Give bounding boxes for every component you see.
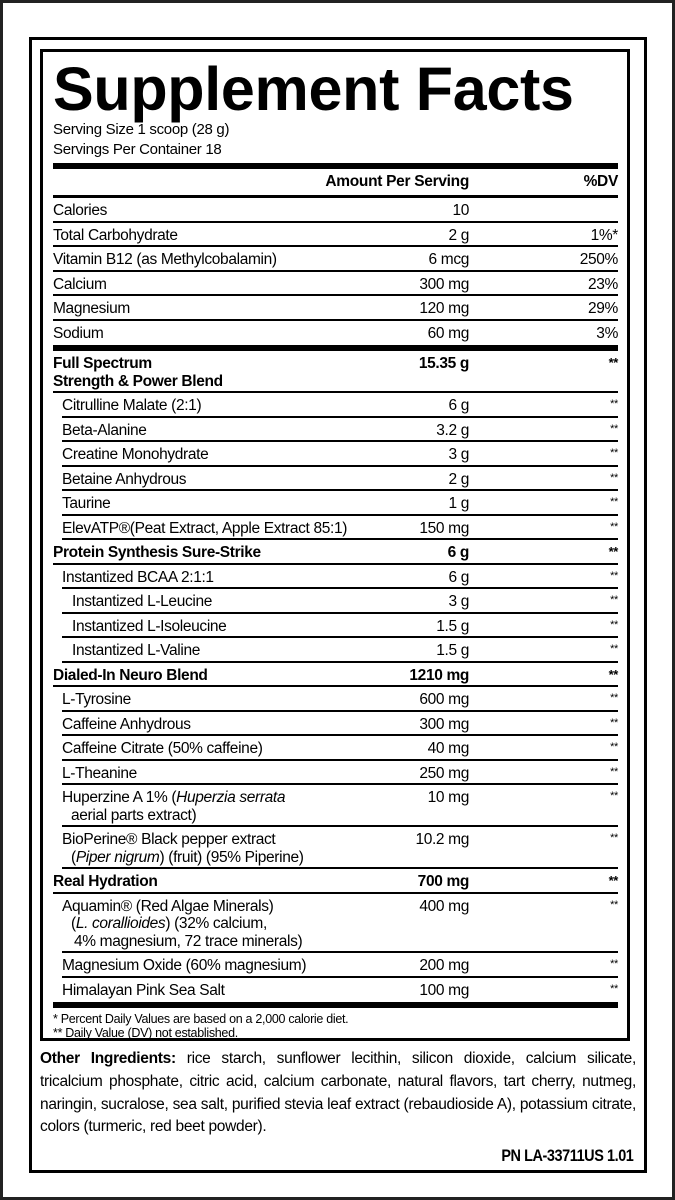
- footnote: * Percent Daily Values are based on a 2,000 calorie diet.: [53, 1012, 349, 1026]
- table-row: [53, 491, 618, 516]
- name-text: Protein Synthesis Sure-Strike: [53, 544, 261, 561]
- table-row: [53, 247, 618, 272]
- name-line: [62, 789, 349, 807]
- table-row: [53, 467, 618, 492]
- name-text: Calcium: [53, 275, 107, 293]
- amount: 10.2 mg: [415, 831, 469, 848]
- name-line: [62, 831, 349, 849]
- ingredient-name: [53, 227, 349, 245]
- ingredient-name: [53, 520, 349, 538]
- ingredient-name: [53, 667, 349, 685]
- amount: 400 mg: [419, 897, 469, 915]
- daily-value: **: [610, 643, 618, 655]
- name-text: Total Carbohydrate: [53, 226, 178, 244]
- amount: 1 g: [448, 495, 469, 512]
- amount: 150 mg: [419, 519, 469, 537]
- amount: 6 g: [448, 397, 469, 414]
- daily-value: **: [610, 447, 618, 459]
- name-line: [53, 355, 349, 373]
- amount: 10: [452, 202, 469, 219]
- amount: 700 mg: [417, 873, 469, 890]
- amount: 1210 mg: [409, 666, 469, 684]
- ingredient-name: [53, 831, 349, 866]
- part-number: PN LA-33711US 1.01: [500, 1146, 633, 1165]
- table-row: [53, 589, 618, 614]
- daily-value: **: [610, 569, 618, 582]
- panel-title: Supplement Facts: [53, 55, 574, 123]
- daily-value: **: [610, 958, 618, 970]
- name-text: Caffeine Anhydrous: [62, 715, 191, 733]
- name-line: [62, 691, 349, 709]
- amount: 2 g: [448, 470, 469, 488]
- name-text: Instantized L-Isoleucine: [72, 617, 227, 635]
- daily-value: 29%: [588, 300, 618, 317]
- footnote: ** Daily Value (DV) not established.: [53, 1025, 238, 1040]
- name-line: [62, 422, 349, 440]
- name-text: Himalayan Pink Sea Salt: [62, 981, 225, 999]
- daily-value: 250%: [579, 251, 618, 268]
- table-row: [53, 321, 618, 346]
- ingredient-name: [53, 765, 349, 783]
- ingredient-name: [53, 325, 349, 343]
- daily-value: **: [610, 741, 618, 753]
- table-row: [53, 953, 618, 978]
- name-text: (: [71, 848, 76, 866]
- daily-value: **: [610, 520, 618, 533]
- supplement-facts-panel: [40, 49, 630, 1041]
- daily-value: **: [610, 471, 618, 484]
- daily-value: **: [610, 982, 618, 995]
- name-line: [62, 765, 349, 783]
- daily-value: **: [610, 618, 618, 631]
- daily-value: **: [610, 765, 618, 778]
- daily-value: **: [610, 422, 618, 435]
- name-text: Magnesium Oxide (60% magnesium): [62, 957, 307, 974]
- ingredient-name: [53, 789, 349, 824]
- other-ingredients-label: Other Ingredients:: [40, 1050, 176, 1067]
- amount: 15.35 g: [418, 355, 469, 372]
- name-line: [62, 569, 349, 587]
- name-line: [53, 276, 349, 294]
- name-text: aerial parts extract): [71, 806, 197, 824]
- ingredient-name: [53, 300, 349, 318]
- ingredient-name: [53, 642, 349, 660]
- name-line: [62, 520, 349, 538]
- table-row: [53, 272, 618, 297]
- ingredient-name: [53, 251, 349, 269]
- name-text: Magnesium: [53, 300, 130, 317]
- table-row: [53, 761, 618, 786]
- name-text: Huperzia serrata: [176, 789, 286, 806]
- amount: 6 g: [448, 568, 469, 586]
- amount: 6 g: [447, 544, 469, 561]
- name-text: L-Tyrosine: [62, 691, 131, 708]
- name-line: [62, 957, 349, 975]
- name-line: [72, 593, 349, 611]
- name-line: [53, 544, 349, 562]
- table-row: [53, 223, 618, 248]
- ingredient-name: [53, 471, 349, 489]
- daily-value: **: [608, 873, 618, 888]
- amount: 100 mg: [419, 981, 469, 999]
- ingredient-name: [53, 982, 349, 1000]
- name-text: Betaine Anhydrous: [62, 470, 187, 488]
- amount: 3 g: [448, 593, 469, 610]
- ingredient-name: [53, 276, 349, 294]
- facts-table: [53, 198, 618, 1008]
- name-line: [62, 471, 349, 489]
- daily-value: 1%*: [590, 226, 618, 244]
- table-row: [53, 712, 618, 737]
- amount: 300 mg: [419, 715, 469, 733]
- daily-value: **: [608, 666, 618, 682]
- table-row: [53, 736, 618, 761]
- table-row: [53, 614, 618, 639]
- amount: 2 g: [448, 226, 469, 244]
- name-text: Piper nigrum: [75, 848, 160, 866]
- name-text: L. corallioides: [75, 915, 166, 932]
- amount: 600 mg: [419, 691, 469, 708]
- table-row: [53, 638, 618, 663]
- table-row: [53, 296, 618, 321]
- amount: 6 mcg: [428, 251, 469, 268]
- name-text: Huperzine A 1% (: [62, 789, 177, 806]
- name-line: [62, 849, 349, 867]
- ingredient-name: [53, 957, 349, 975]
- amount: 60 mg: [427, 324, 469, 342]
- daily-value: 3%: [596, 324, 618, 342]
- blend-row: [53, 540, 618, 565]
- name-text: Real Hydration: [53, 873, 158, 890]
- name-line: [62, 495, 349, 513]
- ingredient-name: [53, 422, 349, 440]
- ingredient-name: [53, 618, 349, 636]
- table-row: [53, 827, 618, 869]
- amount: 300 mg: [419, 275, 469, 293]
- name-line: [53, 667, 349, 685]
- daily-value: **: [610, 496, 618, 508]
- name-line: [62, 982, 349, 1000]
- name-line: [62, 915, 349, 933]
- daily-value: **: [610, 594, 618, 606]
- ingredient-name: [53, 495, 349, 513]
- name-line: [62, 397, 349, 415]
- name-line: [53, 202, 349, 220]
- ingredient-name: [53, 569, 349, 587]
- name-line: [62, 716, 349, 734]
- name-text: Calories: [53, 202, 108, 219]
- amount: 1.5 g: [436, 617, 469, 635]
- name-line: [72, 642, 349, 660]
- blend-row: [53, 663, 618, 688]
- header-amount: Amount Per Serving: [325, 173, 469, 190]
- ingredient-name: [53, 202, 349, 220]
- name-line: [53, 227, 349, 245]
- blend-row: [53, 869, 618, 894]
- name-text: (: [71, 915, 76, 932]
- ingredient-name: [53, 691, 349, 709]
- ingredient-name: [53, 397, 349, 415]
- amount: 40 mg: [427, 740, 469, 757]
- table-row: [53, 565, 618, 590]
- name-text: Caffeine Citrate (50% caffeine): [62, 740, 263, 757]
- daily-value: **: [610, 898, 618, 911]
- table-header: [53, 169, 618, 198]
- name-text: ElevATP®(Peat Extract, Apple Extract 85:1): [62, 519, 348, 537]
- table-row: [53, 785, 618, 827]
- ingredient-name: [53, 740, 349, 758]
- table-row: [53, 978, 618, 1003]
- ingredient-name: [53, 544, 349, 562]
- daily-value: **: [610, 716, 618, 729]
- table-row: [53, 894, 618, 954]
- table-row: [53, 198, 618, 223]
- daily-value: **: [608, 544, 618, 559]
- name-line: [62, 740, 349, 758]
- name-line: [53, 373, 349, 391]
- name-text: Dialed-In Neuro Blend: [53, 666, 208, 684]
- name-line: [62, 933, 349, 951]
- name-text: Instantized L-Valine: [72, 642, 200, 659]
- daily-value: **: [610, 790, 618, 802]
- name-text: Sodium: [53, 324, 104, 342]
- name-text: Aquamin® (Red Algae Minerals): [62, 897, 274, 915]
- name-line: [53, 300, 349, 318]
- ingredient-name: [53, 898, 349, 951]
- ingredient-name: [53, 446, 349, 464]
- amount: 200 mg: [419, 957, 469, 974]
- serving-size: Serving Size 1 scoop (28 g): [53, 121, 230, 138]
- name-line: [53, 873, 349, 891]
- name-text: BioPerine® Black pepper extract: [62, 831, 276, 848]
- name-text: ) (32% calcium,: [165, 915, 267, 932]
- table-row: [53, 516, 618, 541]
- name-text: 4% magnesium, 72 trace minerals): [74, 932, 303, 950]
- other-ingredients: [40, 1048, 636, 1139]
- name-text: Instantized BCAA 2:1:1: [62, 568, 214, 586]
- table-row: [53, 418, 618, 443]
- daily-value: 23%: [588, 275, 618, 293]
- name-line: [53, 325, 349, 343]
- name-text: Vitamin B12 (as Methylcobalamin): [53, 251, 277, 268]
- name-text: Instantized L-Leucine: [72, 593, 212, 610]
- name-line: [62, 898, 349, 916]
- daily-value: **: [608, 355, 618, 370]
- name-text: L-Theanine: [62, 764, 137, 782]
- name-text: Strength & Power Blend: [53, 372, 223, 390]
- name-text: Taurine: [62, 495, 111, 512]
- blend-row: [53, 351, 618, 393]
- daily-value: **: [610, 692, 618, 704]
- name-line: [72, 618, 349, 636]
- amount: 3 g: [448, 446, 469, 463]
- table-row: [53, 687, 618, 712]
- name-text: ) (fruit) (95% Piperine): [159, 848, 304, 866]
- name-line: [53, 251, 349, 269]
- name-line: [62, 807, 349, 825]
- amount: 250 mg: [419, 764, 469, 782]
- name-line: [62, 446, 349, 464]
- amount: 3.2 g: [436, 421, 469, 439]
- divider-thick: [53, 1002, 618, 1008]
- amount: 120 mg: [419, 300, 469, 317]
- name-text: Beta-Alanine: [62, 421, 147, 439]
- amount: 1.5 g: [436, 642, 469, 659]
- name-text: Full Spectrum: [53, 355, 152, 372]
- name-text: Citrulline Malate (2:1): [62, 397, 202, 414]
- ingredient-name: [53, 873, 349, 891]
- table-row: [53, 442, 618, 467]
- header-dv: %DV: [583, 173, 618, 190]
- daily-value: **: [610, 832, 618, 844]
- name-text: Creatine Monohydrate: [62, 446, 209, 463]
- daily-value: **: [610, 398, 618, 410]
- table-row: [53, 393, 618, 418]
- ingredient-name: [53, 593, 349, 611]
- servings-per-container: Servings Per Container 18: [53, 141, 222, 158]
- ingredient-name: [53, 355, 349, 390]
- ingredient-name: [53, 716, 349, 734]
- other-ingredients-text: rice starch, sunflower lecithin, silicon dioxide, calcium silicate, tricalcium phosphate, citric acid, calcium carbonate, natural flavors, tart cherry, nutmeg, naringin, sucralose, sea salt, purified stevia leaf extract (rebaudioside A), potassium citrate, colors (turmeric, red beet powder).: [40, 1050, 636, 1136]
- amount: 10 mg: [427, 789, 469, 806]
